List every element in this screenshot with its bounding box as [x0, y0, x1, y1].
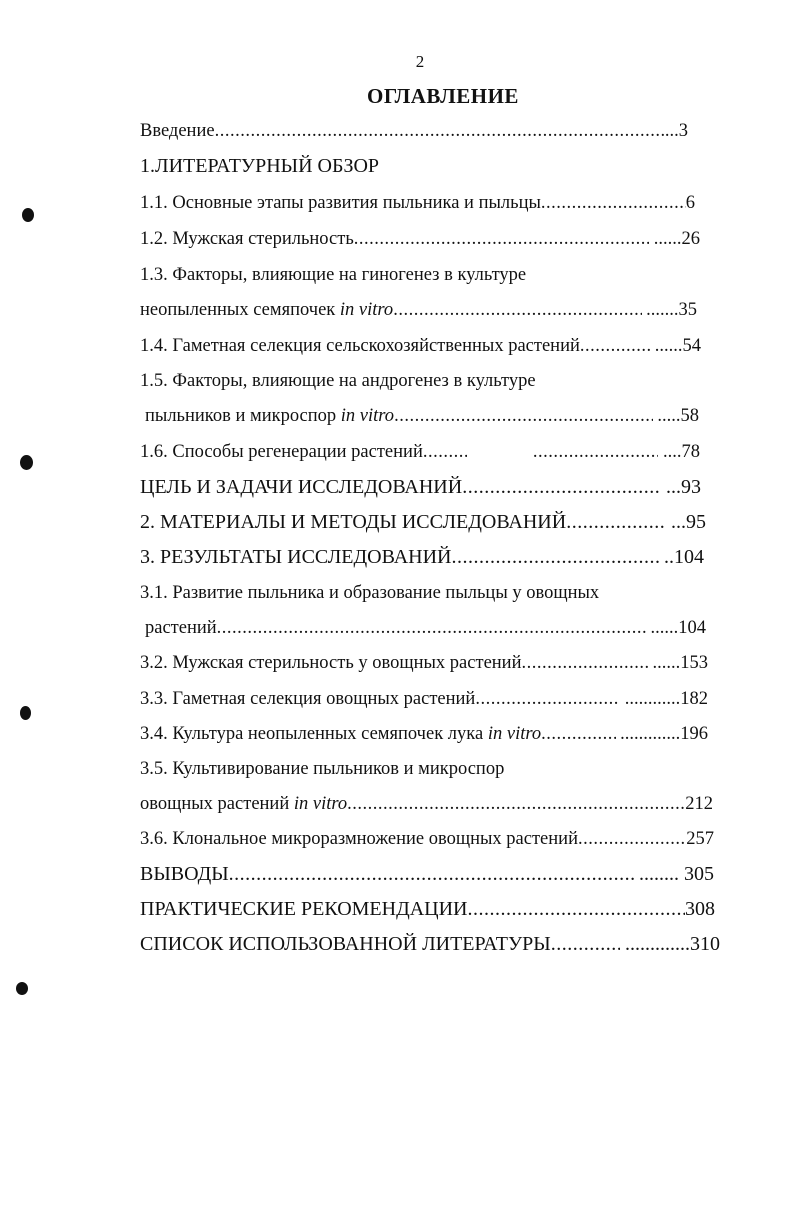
toc-entry-3-6[interactable]	[140, 828, 714, 850]
toc-entry-label: Введение	[140, 121, 215, 141]
dot-leader	[229, 863, 634, 885]
toc-entry-label: 1.4. Гаметная селекция сельскохозяйственных растений	[140, 336, 580, 356]
toc-entry-introduction[interactable]	[140, 120, 688, 142]
toc-entry-3-5-line1[interactable]: 3.5. Культивирование пыльников и микроспор	[140, 759, 505, 779]
toc-entry-3-2[interactable]	[140, 652, 708, 674]
toc-page-number: ....78	[658, 442, 700, 462]
toc-page-number: 6	[685, 193, 695, 213]
toc-entry-3-3[interactable]	[140, 688, 708, 710]
toc-entry-label: 1.2. Мужская стерильность	[140, 229, 354, 249]
toc-entry-1-2[interactable]	[140, 228, 700, 250]
page-number: 2	[415, 52, 425, 71]
toc-entry-recommendations[interactable]	[140, 898, 715, 920]
dot-leader	[541, 723, 615, 745]
toc-entry-label: пыльников и микроспор in vitro	[145, 406, 395, 426]
toc-page-number: .....58	[652, 406, 699, 426]
dot-leader	[551, 933, 620, 955]
toc-entry-3-5[interactable]	[140, 793, 713, 815]
toc-entry-label: 1.6. Способы регенерации растений	[140, 442, 423, 462]
toc-entry-label: ВЫВОДЫ	[140, 863, 229, 885]
toc-entry-conclusions[interactable]	[140, 863, 714, 885]
toc-page-number: ...93	[661, 476, 701, 498]
toc-entry-label: 3. РЕЗУЛЬТАТЫ ИССЛЕДОВАНИЙ	[140, 546, 452, 568]
dot-leader	[541, 192, 686, 214]
toc-heading-literature-review[interactable]: 1.ЛИТЕРАТУРНЫЙ ОБЗОР	[140, 155, 380, 177]
dot-leader	[217, 617, 646, 639]
toc-entry-1-3[interactable]	[140, 299, 697, 321]
toc-page-number: ......26	[649, 229, 700, 249]
toc-entry-1-3-line1[interactable]: 1.3. Факторы, влияющие на гиногенез в культуре	[140, 265, 527, 285]
scan-speck	[22, 208, 34, 222]
toc-page-number: ......153	[647, 653, 708, 673]
dot-leader	[423, 441, 467, 463]
dot-leader	[580, 335, 650, 357]
toc-entry-label: 3.4. Культура неопыленных семяпочек лука in vitro	[140, 724, 542, 744]
toc-entry-label: ЦЕЛЬ И ЗАДАЧИ ИССЛЕДОВАНИЙ	[140, 476, 463, 498]
dot-leader	[468, 898, 686, 920]
toc-entry-3-1[interactable]	[145, 617, 706, 639]
toc-entry-references[interactable]	[140, 933, 720, 955]
toc-entry-label: овощных растений in vitro	[140, 794, 348, 814]
dot-leader	[521, 652, 647, 674]
toc-page-number: .......35	[641, 300, 697, 320]
toc-page-number: ...95	[666, 511, 706, 533]
dot-leader	[215, 120, 665, 142]
toc-page-number: 257	[686, 829, 714, 849]
dot-leader	[566, 511, 666, 533]
toc-page-number: ........ 305	[634, 863, 714, 885]
toc-entry-1-5-line1[interactable]: 1.5. Факторы, влияющие на андрогенез в культуре	[140, 371, 536, 391]
dot-leader	[475, 688, 620, 710]
toc-entry-3-1-line1[interactable]: 3.1. Развитие пыльника и образование пыльцы у овощных	[140, 583, 600, 603]
toc-entry-label: растений	[145, 618, 217, 638]
toc-page-number: .............196	[615, 724, 708, 744]
toc-entry-1-5[interactable]	[145, 405, 699, 427]
dot-leader	[533, 441, 659, 463]
scan-speck	[20, 455, 33, 470]
page-title: ОГЛАВЛЕНИЕ	[367, 84, 519, 108]
dot-leader	[393, 299, 641, 321]
toc-entry-label: 1.1. Основные этапы развития пыльника и пыльцы	[140, 193, 541, 213]
toc-entry-label: 3.6. Клональное микроразмножение овощных растений	[140, 829, 578, 849]
toc-entry-1-1[interactable]	[140, 192, 695, 214]
toc-entry-3[interactable]	[140, 546, 704, 568]
toc-entry-label: 3.2. Мужская стерильность у овощных растений	[140, 653, 522, 673]
toc-page-number: ...3	[664, 121, 688, 141]
dot-leader	[462, 476, 661, 498]
toc-entry-label: 2. МАТЕРИАЛЫ И МЕТОДЫ ИССЛЕДОВАНИЙ	[140, 511, 567, 533]
dot-leader	[451, 546, 659, 568]
toc-page-number: ......104	[645, 618, 706, 638]
toc-entry-goals[interactable]	[140, 476, 701, 498]
toc-page-number: 212	[685, 794, 713, 814]
toc-entry-2[interactable]	[140, 511, 706, 533]
toc-entry-1-6[interactable]	[140, 441, 700, 463]
toc-entry-3-4[interactable]	[140, 723, 708, 745]
toc-entry-label: ПРАКТИЧЕСКИЕ РЕКОМЕНДАЦИИ	[140, 898, 468, 920]
toc-entry-label: неопыленных семяпочек in vitro	[140, 300, 394, 320]
dot-leader	[354, 228, 649, 250]
toc-entry-1-4[interactable]	[140, 335, 701, 357]
dot-leader	[347, 793, 685, 815]
dot-leader	[578, 828, 686, 850]
toc-page-number: .............310	[620, 933, 720, 955]
scan-speck	[20, 706, 31, 720]
toc-page-number: ......54	[650, 336, 701, 356]
toc-page-number: ............182	[620, 689, 708, 709]
toc-entry-label: 3.3. Гаметная селекция овощных растений	[140, 689, 476, 709]
toc-entry-label: СПИСОК ИСПОЛЬЗОВАННОЙ ЛИТЕРАТУРЫ	[140, 933, 551, 955]
toc-page-number: ..104	[659, 546, 704, 568]
dot-leader	[394, 405, 653, 427]
toc-page-number: 308	[685, 898, 715, 920]
scan-speck	[16, 982, 28, 995]
